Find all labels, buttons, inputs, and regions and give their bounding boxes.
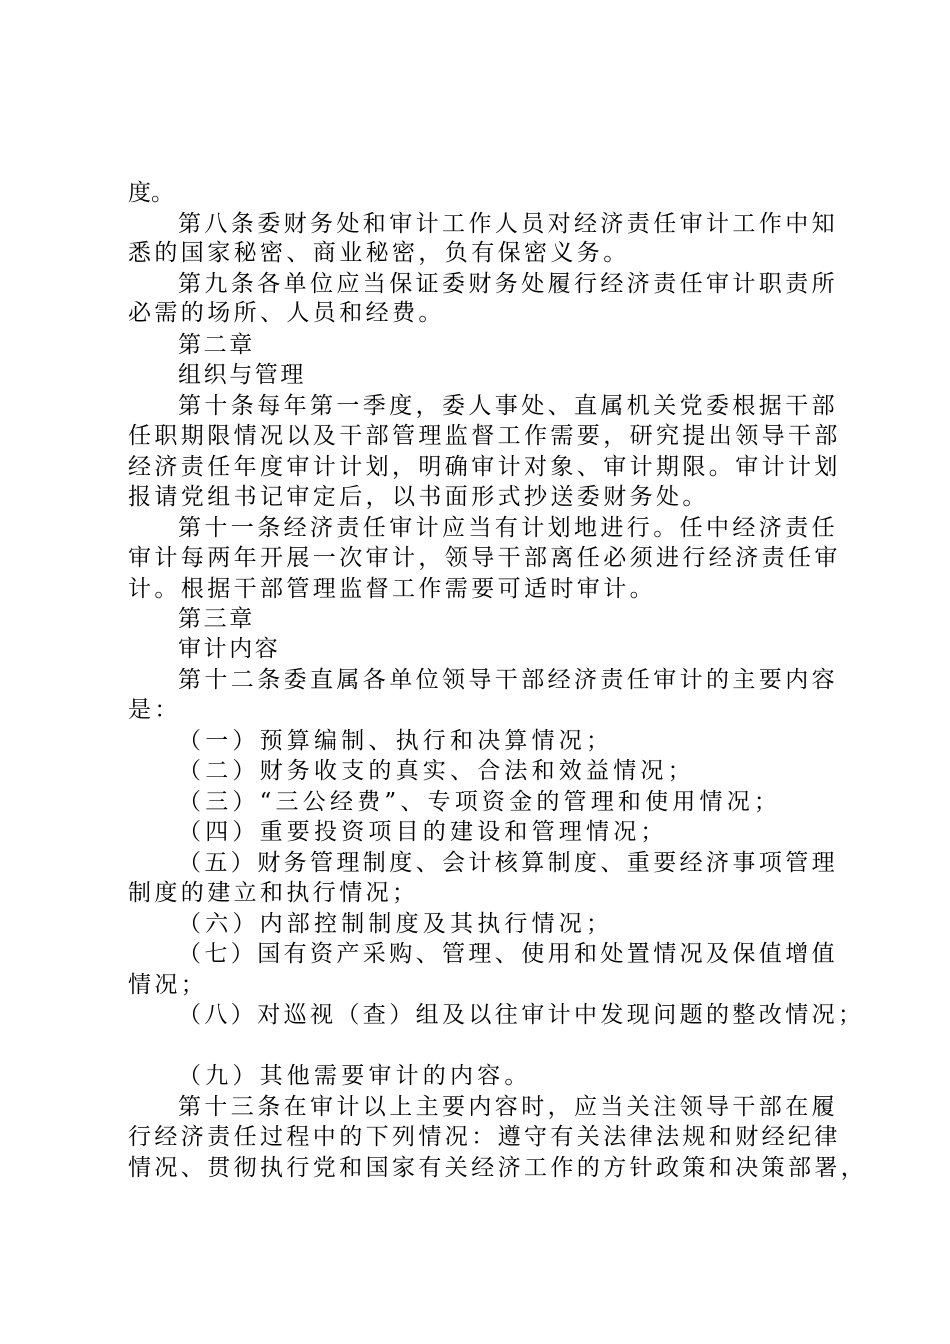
chapter-number: 第二章 [178,332,255,358]
list-item: （八）对巡视（查）组及以往审计中发现问题的整改情况； [178,1002,865,1028]
text-line: 必需的场所、人员和经费。 [128,300,445,326]
text-line: 悉的国家秘密、商业秘密，负有保密义务。 [128,240,630,266]
text-line: 第九条各单位应当保证委财务处履行经济责任审计职责所 [178,271,838,297]
list-item: （六）内部控制制度及其执行情况； [178,911,614,937]
text-line: 度。 [128,180,174,206]
list-item: （三）“三公经费”、专项资金的管理和使用情况； [178,789,782,815]
list-item: （九）其他需要审计的内容。 [178,1063,532,1089]
text-line: 情况、贯彻执行党和国家有关经济工作的方针政策和决策部署， [128,1155,868,1181]
chapter-title: 审计内容 [178,636,281,662]
text-line: 第十二条委直属各单位领导干部经济责任审计的主要内容 [178,667,838,693]
text-line: 任职期限情况以及干部管理监督工作需要，研究提出领导干部 [128,423,841,449]
list-item: （二）财务收支的真实、合法和效益情况； [178,758,695,784]
text-line: 第十三条在审计以上主要内容时，应当关注领导干部在履 [178,1094,838,1120]
list-item: （七）国有资产采购、管理、使用和处置情况及保值增值 [178,941,838,967]
list-item: （四）重要投资项目的建设和管理情况； [178,819,668,845]
text-line: 计。根据干部管理监督工作需要可适时审计。 [128,576,656,602]
chapter-title: 组织与管理 [178,362,306,388]
text-line: 经济责任年度审计计划，明确审计对象、审计期限。审计计划 [128,454,841,480]
text-line: 第十条每年第一季度，委人事处、直属机关党委根据干部 [178,393,838,419]
text-line: 报请党组书记审定后，以书面形式抄送委财务处。 [128,484,709,510]
text-line: 制度的建立和执行情况； [128,880,419,906]
text-line: 是： [128,697,181,723]
list-item: （五）财务管理制度、会计核算制度、重要经济事项管理 [178,850,838,876]
chapter-number: 第三章 [178,606,255,632]
text-line: 行经济责任过程中的下列情况：遵守有关法律法规和财经纪律 [128,1124,841,1150]
text-line: 审计每两年开展一次审计，领导干部离任必须进行经济责任审 [128,545,841,571]
text-line: 第八条委财务处和审计工作人员对经济责任审计工作中知 [178,211,838,237]
list-item: （一）预算编制、执行和决算情况； [178,728,614,754]
text-line: 第十一条经济责任审计应当有计划地进行。任中经济责任 [178,515,838,541]
text-line: 情况； [128,972,208,998]
